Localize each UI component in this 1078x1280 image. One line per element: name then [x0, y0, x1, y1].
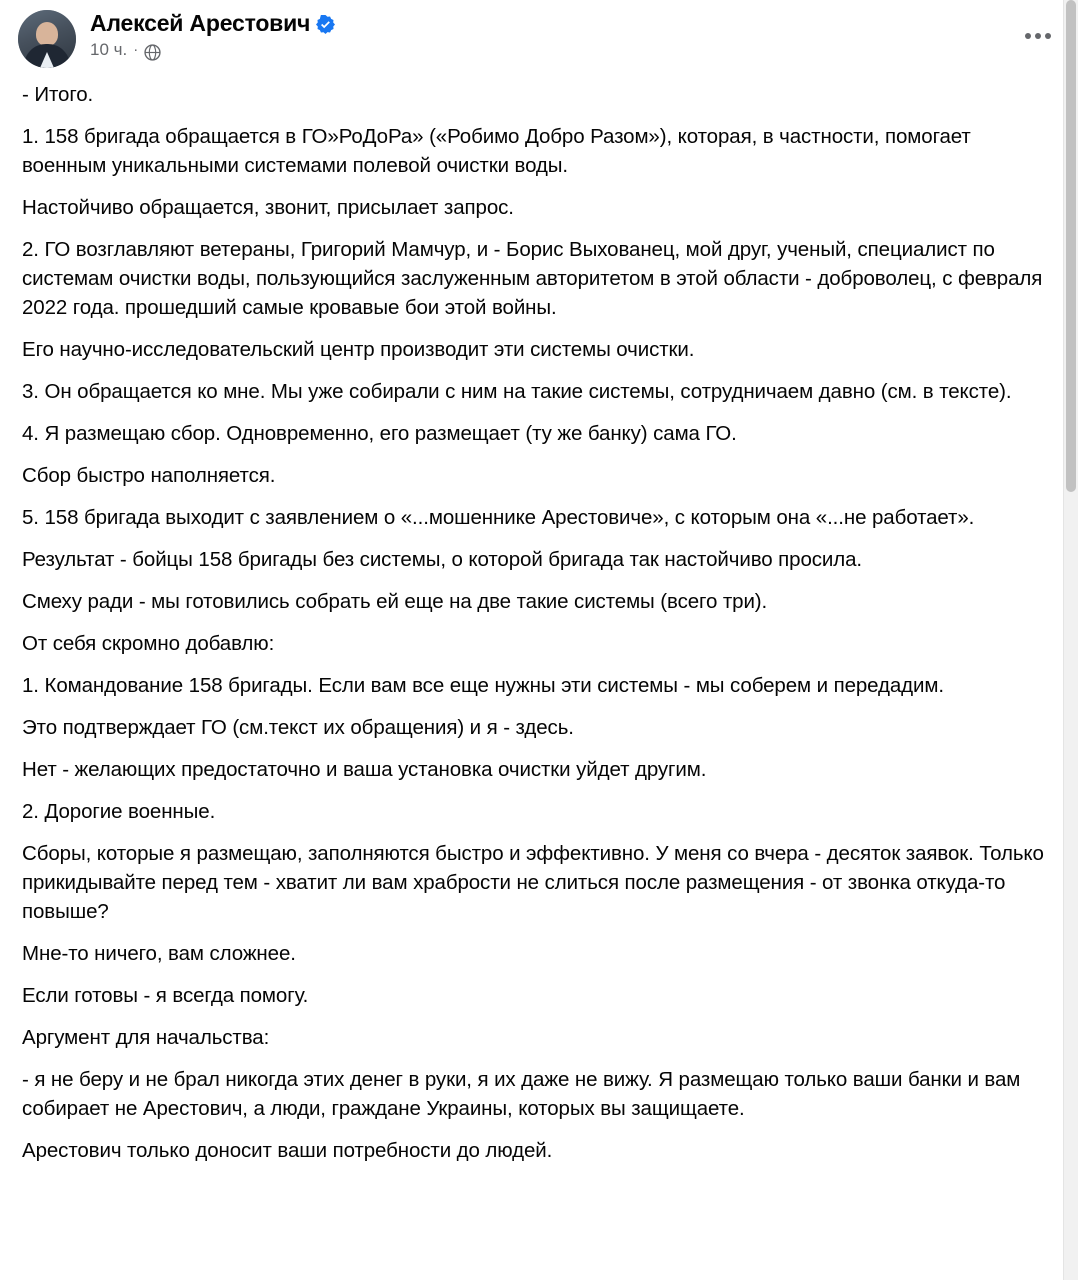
scrollbar-thumb[interactable]	[1066, 0, 1076, 492]
post-meta	[90, 40, 335, 60]
page-scrollbar[interactable]	[1063, 0, 1078, 1280]
post-paragraph: Нет - желающих предостаточно и ваша установка очистки уйдет другим.	[22, 758, 707, 781]
post-paragraph: - я не беру и не брал никогда этих денег в руки, я их даже не вижу. Я размещаю только ваши банки и вам собирает не Арестович, а люди, граждане Украины, которых вы защищаете.	[22, 1068, 1021, 1120]
post-paragraph: Сборы, которые я размещаю, заполняются быстро и эффективно. У меня со вчера - десяток заявок. Только прикидывайте перед тем - хватит ли вам храбрости не слиться после размещения - от звонка откуда-то повыше?	[22, 842, 1044, 923]
post-paragraph: Это подтверждает ГО (см.текст их обращения) и я - здесь.	[22, 716, 574, 739]
post-paragraph: Результат - бойцы 158 бригады без системы, о которой бригада так настойчиво просила.	[22, 548, 863, 571]
globe-icon[interactable]	[144, 44, 161, 61]
post-paragraph: - Итого.	[22, 83, 94, 106]
post-paragraph: От себя скромно добавлю:	[22, 632, 275, 655]
verified-badge-icon	[316, 15, 335, 34]
post-paragraph: Мне-то ничего, вам сложнее.	[22, 942, 296, 965]
post-paragraph: 5. 158 бригада выходит с заявлением о «...мошеннике Арестовиче», с которым она «...не работает».	[22, 506, 975, 529]
post-paragraph: 2. ГО возглавляют ветераны, Григорий Мамчур, и - Борис Выхованец, мой друг, ученый, специалист по системам очистки воды, пользующийся заслуженным авторитетом в этой области - доброволец, с февраля 2022 года. прошедший самые кровавые бои этой войны.	[22, 238, 1043, 319]
avatar[interactable]	[18, 10, 76, 68]
dot-icon	[1025, 33, 1031, 39]
dot-icon	[1045, 33, 1051, 39]
post-paragraph: 2. Дорогие военные.	[22, 800, 216, 823]
post-header-text	[90, 8, 335, 60]
post-paragraph: Аргумент для начальства:	[22, 1026, 270, 1049]
post-header	[0, 0, 1078, 72]
post-paragraph: Его научно-исследовательский центр производит эти системы очистки.	[22, 338, 695, 361]
post-paragraph: 3. Он обращается ко мне. Мы уже собирали с ним на такие системы, сотрудничаем давно (см. в тексте).	[22, 380, 1012, 403]
author-name[interactable]: Алексей Арестович	[90, 10, 311, 36]
post-paragraph: 1. Командование 158 бригады. Если вам все еще нужны эти системы - мы соберем и передадим.	[22, 674, 944, 697]
post-paragraph: Смеху ради - мы готовились собрать ей еще на две такие системы (всего три).	[22, 590, 768, 613]
more-options-button[interactable]	[1020, 18, 1056, 54]
author-row	[90, 10, 335, 36]
avatar-face	[36, 22, 58, 46]
post-timestamp[interactable]: 10 ч.	[90, 40, 128, 59]
dot-icon	[1035, 33, 1041, 39]
post-paragraph: Если готовы - я всегда помогу.	[22, 984, 309, 1007]
post-paragraph: 1. 158 бригада обращается в ГО»РоДоРа» («Робимо Добро Разом»), которая, в частности, помогает военным уникальными системами полевой очистки воды.	[22, 125, 971, 177]
post-paragraph: 4. Я размещаю сбор. Одновременно, его размещает (ту же банку) сама ГО.	[22, 422, 737, 445]
post-paragraph: Сбор быстро наполняется.	[22, 464, 276, 487]
post-paragraph: Арестович только доносит ваши потребности до людей.	[22, 1139, 553, 1162]
post-paragraph: Настойчиво обращается, звонит, присылает запрос.	[22, 196, 514, 219]
meta-separator: ·	[133, 41, 139, 58]
post-text	[0, 72, 1078, 1165]
